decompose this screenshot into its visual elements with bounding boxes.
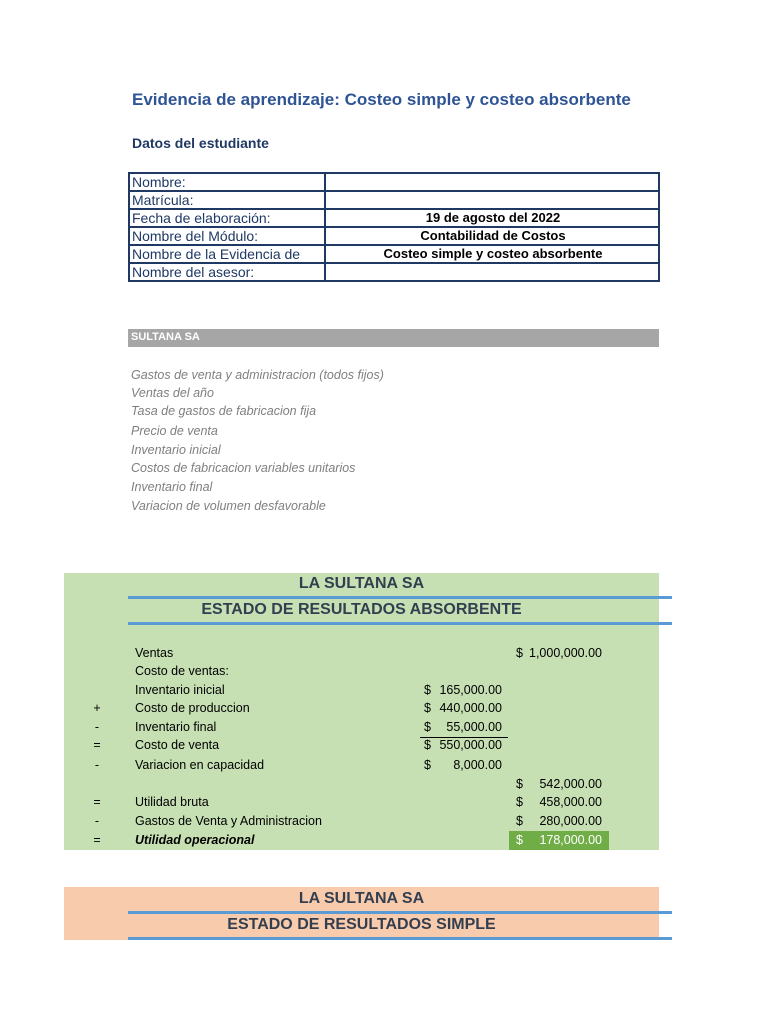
statement-company: LA SULTANA SA [298, 890, 425, 907]
currency-symbol: $ [424, 720, 431, 734]
operator: = [93, 795, 101, 809]
table-row [129, 227, 659, 245]
company-name: SULTANA SA [131, 331, 200, 343]
detail-amount: 550,000.00 [439, 738, 502, 752]
row-value[interactable]: 19 de agosto del 2022 [325, 209, 659, 227]
table-row [129, 209, 659, 227]
note-item: Variacion de volumen desfavorable [131, 499, 326, 513]
table-row [64, 758, 659, 776]
row-label: Costo de venta [135, 738, 220, 752]
simple-statement [64, 887, 659, 940]
statement-company: LA SULTANA SA [298, 575, 425, 592]
student-data-table [128, 172, 660, 282]
table-row [64, 683, 659, 701]
note-item: Inventario final [131, 480, 213, 494]
currency-symbol: $ [424, 701, 431, 715]
row-label: Inventario final [135, 720, 217, 734]
currency-symbol: $ [424, 683, 431, 697]
note-item: Tasa de gastos de fabricacion fija [131, 404, 317, 418]
row-label: Fecha de elaboración: [129, 209, 325, 227]
title-divider [128, 911, 672, 914]
title-divider [128, 622, 672, 625]
operator: = [93, 833, 101, 847]
detail-amount: 55,000.00 [446, 720, 502, 734]
total-amount: 458,000.00 [539, 795, 602, 809]
row-label: Utilidad bruta [135, 795, 209, 809]
row-label: Nombre: [129, 173, 325, 191]
note-item: Precio de venta [131, 424, 218, 438]
title-divider [128, 596, 672, 599]
currency-symbol: $ [516, 777, 523, 791]
row-label: Nombre de la Evidencia de [129, 245, 325, 263]
table-row [64, 795, 659, 813]
table-row [129, 191, 659, 209]
note-item: Inventario inicial [131, 443, 221, 457]
row-label: Nombre del Módulo: [129, 227, 325, 245]
statement-title: ESTADO DE RESULTADOS ABSORBENTE [201, 601, 522, 618]
row-value[interactable] [325, 263, 659, 281]
row-label: Inventario inicial [135, 683, 225, 697]
currency-symbol: $ [516, 795, 523, 809]
row-label: Variacion en capacidad [135, 758, 265, 772]
table-row [64, 720, 659, 738]
table-row [64, 738, 659, 756]
total-amount: 1,000,000.00 [529, 646, 602, 660]
table-row [129, 245, 659, 263]
detail-amount: 165,000.00 [439, 683, 502, 697]
section-title: Datos del estudiante [132, 135, 269, 151]
row-value[interactable]: Costeo simple y costeo absorbente [325, 245, 659, 263]
currency-symbol: $ [424, 758, 431, 772]
currency-symbol: $ [516, 646, 523, 660]
operator: = [93, 738, 101, 752]
document-title: Evidencia de aprendizaje: Costeo simple y costeo absorbente [132, 90, 631, 109]
note-item: Costos de fabricacion variables unitarios [131, 461, 356, 475]
table-row [64, 777, 659, 795]
operator: + [93, 701, 101, 715]
row-label: Matrícula: [129, 191, 325, 209]
row-value[interactable] [325, 191, 659, 209]
currency-symbol: $ [424, 738, 431, 752]
row-value[interactable]: Contabilidad de Costos [325, 227, 659, 245]
row-label: Ventas [135, 646, 174, 660]
row-label: Costo de ventas: [135, 664, 229, 678]
title-divider [128, 937, 672, 940]
absorbente-statement [64, 573, 659, 850]
total-amount: 178,000.00 [539, 833, 602, 847]
detail-amount: 440,000.00 [439, 701, 502, 715]
table-row [64, 814, 659, 832]
table-row [64, 664, 659, 682]
company-header-bar [128, 329, 659, 347]
row-label: Nombre del asesor: [129, 263, 325, 281]
operator: - [94, 814, 100, 828]
row-label: Utilidad operacional [135, 833, 255, 847]
currency-symbol: $ [516, 833, 523, 847]
row-label: Gastos de Venta y Administracion [135, 814, 322, 828]
total-amount: 280,000.00 [539, 814, 602, 828]
note-item: Ventas del año [131, 386, 214, 400]
total-amount: 542,000.00 [539, 777, 602, 791]
table-row [129, 173, 659, 191]
table-row [64, 646, 659, 664]
table-row [64, 833, 659, 851]
detail-amount: 8,000.00 [453, 758, 502, 772]
currency-symbol: $ [516, 814, 523, 828]
row-value[interactable] [325, 173, 659, 191]
row-label: Costo de produccion [135, 701, 250, 715]
note-item: Gastos de venta y administracion (todos fijos) [131, 368, 384, 382]
table-row [129, 263, 659, 281]
operator: - [94, 758, 100, 772]
table-row [64, 701, 659, 719]
operator: - [94, 720, 100, 734]
statement-title: ESTADO DE RESULTADOS SIMPLE [227, 916, 496, 933]
